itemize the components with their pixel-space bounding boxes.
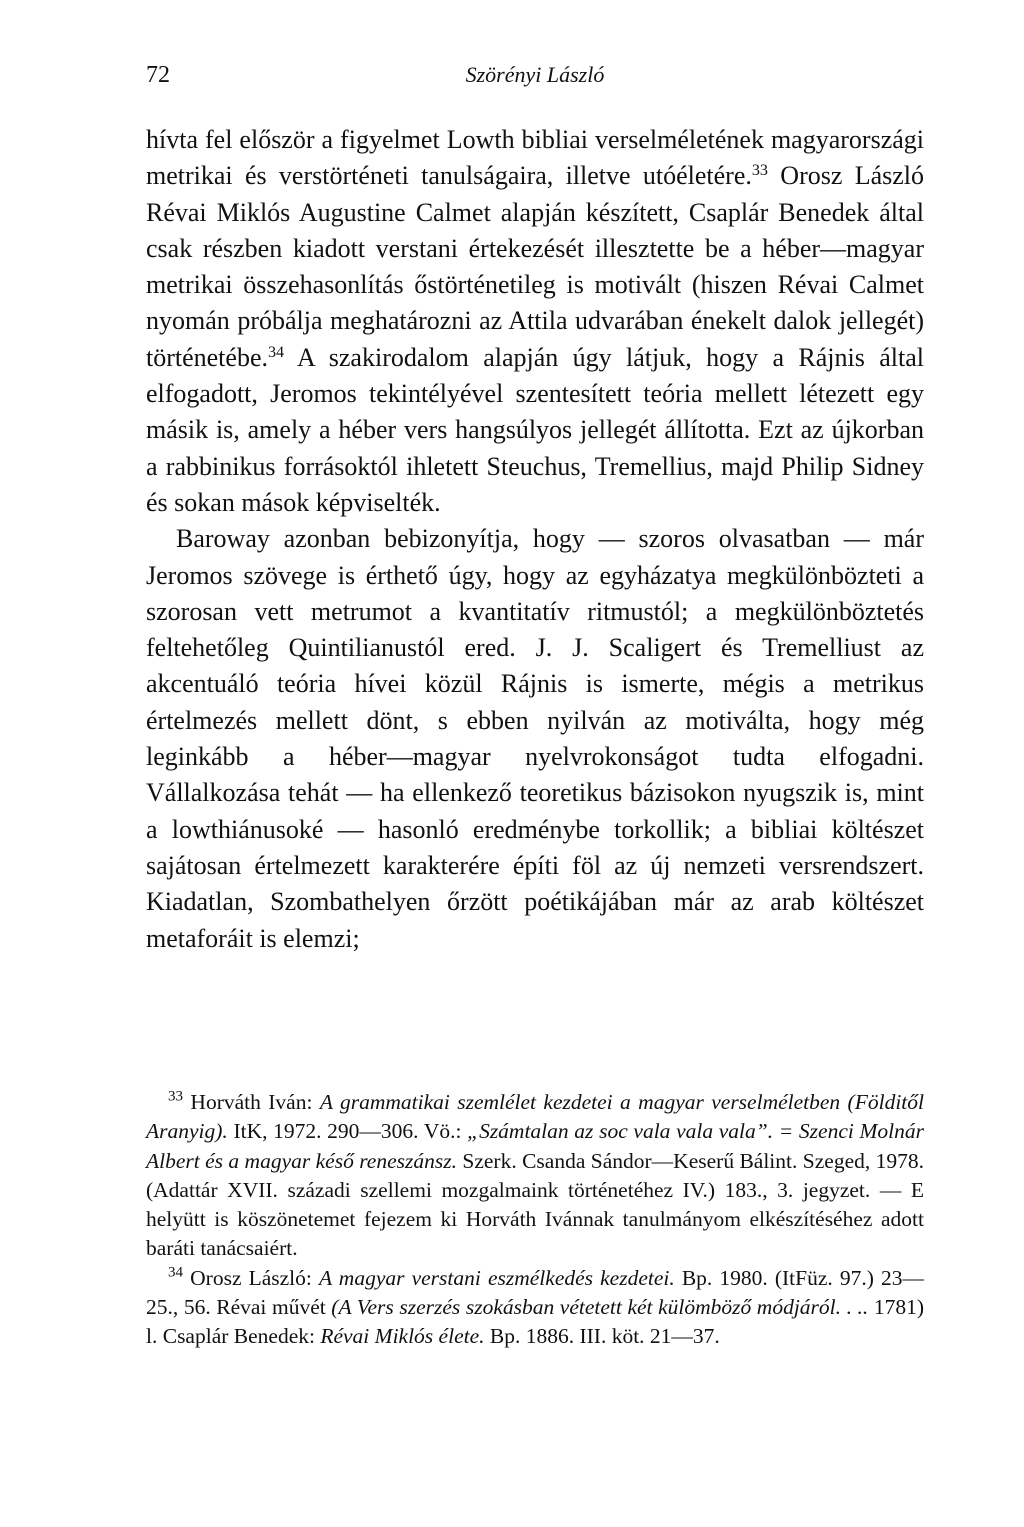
paragraph-1-part-c: A szakirodalom alapján úgy látjuk, hogy a Rájnis által elfogadott, Jeromos tekintélyével szentesített teória mellett létezett egy másik is, amely a héber vers hangsúlyos jellegét állította. Ezt az újkorban a rabbinikus forrásoktól ihletett Steuchus, Tremellius, majd Philip Sidney és sokan mások képviselték.: [146, 342, 924, 517]
footnote-ref-33: 33: [751, 162, 768, 180]
page-header: [146, 62, 924, 96]
running-head: Szörényi László: [465, 62, 605, 87]
footnote-33-text-3: Szerk. Csanda Sándor—Keserű Bálint. Szeged, 1978. (Adattár XVII. századi szellemi mozgalmaink történetéhez IV.) 183., 3. jegyzet. — E helyütt is köszönetemet fejezem ki Horváth Ivánnak tanulmányom elkészítéséhez adott baráti tanácsaiért.: [146, 1148, 924, 1261]
footnote-34-text-3: 1781) l. Csaplár Benedek:: [146, 1295, 925, 1349]
paragraph-1: [146, 122, 924, 521]
footnote-34-text-2: Bp. 1980. (ItFüz. 97.) 23—25., 56. Révai művét: [146, 1265, 925, 1320]
footnote-34-title-1: A magyar verstani eszmélkedés kezdetei.: [318, 1265, 675, 1290]
footnote-33-mark: 33: [168, 1088, 184, 1105]
footnote-33-title-2: „Számtalan az soc vala vala vala”. = Szenci Molnár Albert és a magyar késő reneszánsz.: [146, 1119, 924, 1173]
footnote-33-title-1: A grammatikai szemlélet kezdetei a magyar verselméletben (Földitől Aranyig).: [146, 1090, 924, 1144]
footnote-34-text-4: Bp. 1886. III. köt. 21—37.: [484, 1324, 720, 1349]
footnote-33-text-1: Horváth Iván:: [183, 1090, 320, 1114]
paragraph-2: Baroway azonban bebizonyítja, hogy — szoros olvasatban — már Jeromos szövege is érthető úgy, hogy az egyházatya megkülönbözteti a szorosan vett metrumot a kvantitatív ritmustól; a megkülönböztetés feltehetőleg Quintilianustól ered. J. J. Scaligert és Tremelliust az akcentuáló teória hívei közül Rájnis is ismerte, mégis a metrikus értelmezés mellett dönt, s ebben nyilván az motiválta, hogy még leginkább a héber—magyar nyelvrokonságot tudta elfogadni. Vállalkozása tehát — ha ellenkező teoretikus bázisokon nyugszik is, mint a lowthiánusoké — hasonló eredménybe torkollik; a bibliai költészet sajátosan értelmezett karakterére építi föl az új nemzeti versrendszert. Kiadatlan, Szombathelyen őrzött poétikájában már az arab költészet metaforáit is elemzi;: [146, 524, 924, 953]
paragraph-1-part-b: Orosz László Révai Miklós Augustine Calmet alapján készített, Csaplár Benedek által csak részben kiadott verstani értekezését illesztette be a héber—magyar metrikai összehasonlítás őstörténetileg is motivált (hiszen Révai Calmet nyomán próbálja meghatározni az Attila udvarában énekelt dalok jellegét) történetébe.: [146, 161, 925, 372]
footnote-ref-34: 34: [268, 343, 285, 361]
footnote-34-text-1: Orosz László:: [183, 1265, 319, 1290]
footnote-34-mark: 34: [168, 1264, 184, 1281]
main-text: [146, 122, 924, 957]
footnote-34: [146, 1264, 924, 1352]
footnote-34-title-2: (A Vers szerzés szokásban vétetett két külömböző módjáról. . ..: [331, 1295, 869, 1320]
page-number: 72: [146, 62, 170, 88]
footnote-34-title-3: Révai Miklós élete.: [320, 1324, 485, 1349]
paragraph-1-part-a: hívta fel először a figyelmet Lowth bibliai verselméletének magyarországi metrikai és verstörténeti tanulságaira, illetve utóéletére.: [146, 125, 924, 191]
footnote-33: [146, 1088, 924, 1264]
footnotes: [146, 1088, 924, 1352]
footnote-33-text-2: ItK, 1972. 290—306. Vö.:: [227, 1119, 468, 1144]
